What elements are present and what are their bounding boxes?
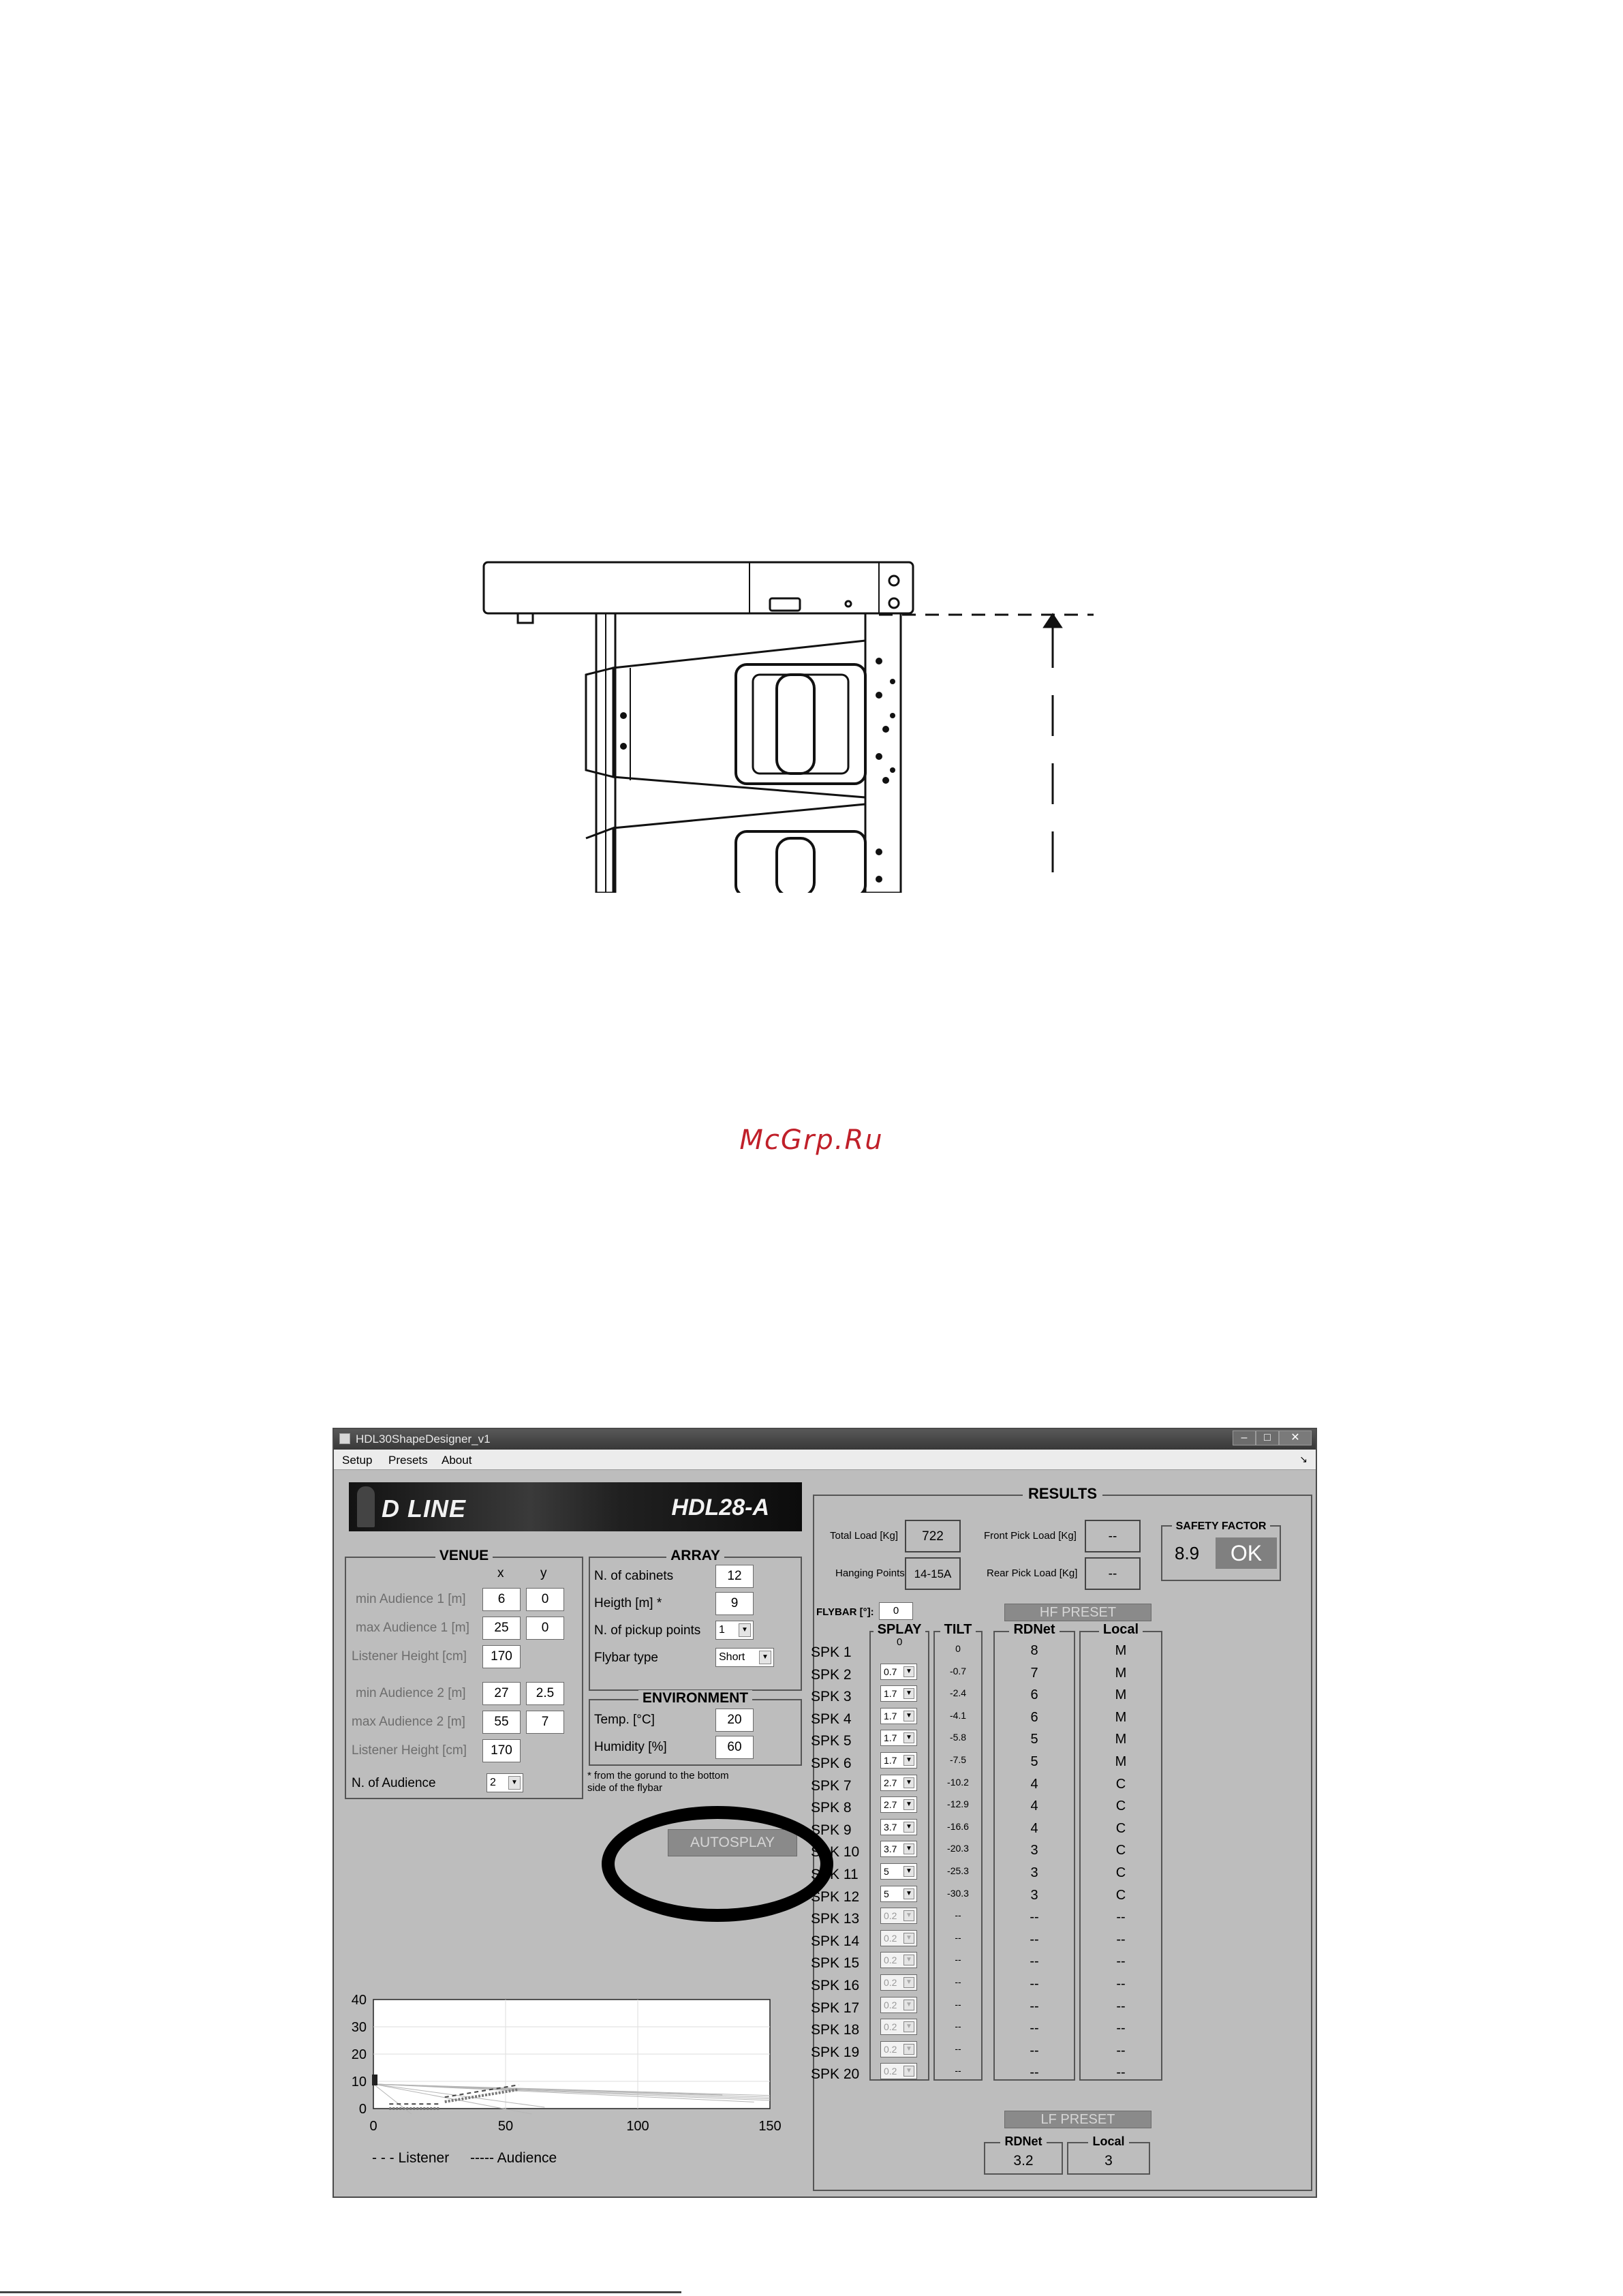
lf-rdnet-value: 3.2 bbox=[1013, 2153, 1034, 2169]
tilt-value: -16.6 bbox=[947, 1820, 969, 1832]
venue-col-y: y bbox=[540, 1566, 547, 1580]
tilt-value: 0 bbox=[955, 1643, 961, 1654]
rdnet-value: 5 bbox=[1030, 1732, 1038, 1747]
splay-dropdown[interactable] bbox=[880, 2041, 917, 2057]
safety-factor-title: SAFETY FACTOR bbox=[1172, 1520, 1271, 1532]
chevron-down-icon: ▼ bbox=[508, 1776, 521, 1790]
x-tick-label: 0 bbox=[369, 2119, 377, 2134]
max-audience-2-label: max Audience 2 [m] bbox=[352, 1715, 465, 1729]
splay-dropdown[interactable] bbox=[880, 1952, 917, 1968]
spk-label: SPK 7 bbox=[811, 1777, 852, 1794]
height-field[interactable]: 9 bbox=[715, 1592, 754, 1615]
splay-value: 0.2 bbox=[884, 1932, 897, 1944]
splay-value: 0.2 bbox=[884, 2021, 897, 2033]
splay-value: 3.7 bbox=[884, 1821, 897, 1833]
chevron-down-icon: ▼ bbox=[903, 2044, 914, 2055]
logo-brand: D LINE bbox=[382, 1495, 467, 1522]
spk-label: SPK 2 bbox=[811, 1666, 852, 1683]
splay-dropdown[interactable] bbox=[880, 1775, 917, 1791]
n-audience-label: N. of Audience bbox=[352, 1776, 436, 1790]
listener-height-2-field[interactable]: 170 bbox=[482, 1739, 521, 1762]
rdnet-value: -- bbox=[1030, 1998, 1039, 2014]
tilt-value: -5.8 bbox=[949, 1732, 967, 1743]
safety-factor-group bbox=[1161, 1520, 1281, 1581]
local-value: -- bbox=[1116, 1976, 1126, 1991]
footnote-line-1: * from the gorund to the bottom bbox=[587, 1770, 729, 1781]
rear-pick-value: -- bbox=[1085, 1557, 1141, 1590]
chevron-down-icon: ▼ bbox=[759, 1651, 771, 1664]
splay-value: 1.7 bbox=[884, 1688, 897, 1700]
tilt-value: -- bbox=[955, 2065, 961, 2077]
local-value: -- bbox=[1116, 1954, 1126, 1970]
spk-label: SPK 20 bbox=[811, 2066, 860, 2083]
menu-about[interactable]: About bbox=[442, 1454, 472, 1467]
x-tick-label: 50 bbox=[497, 2119, 514, 2134]
n-audience-value: 2 bbox=[490, 1777, 496, 1788]
rdnet-value: -- bbox=[1030, 1931, 1039, 1947]
tilt-list bbox=[935, 1632, 981, 2079]
safety-status-badge: OK bbox=[1216, 1537, 1277, 1569]
splay-title: SPLAY bbox=[874, 1622, 926, 1637]
logo-model: HDL28-A bbox=[671, 1495, 769, 1520]
rdnet-value: 4 bbox=[1030, 1798, 1038, 1814]
min-audience-1-y-field[interactable]: 0 bbox=[526, 1588, 564, 1611]
chevron-down-icon: ▼ bbox=[903, 1799, 914, 1810]
splay-value: 5 bbox=[884, 1866, 889, 1877]
y-tick-label: 10 bbox=[351, 2075, 367, 2090]
rdnet-value: 4 bbox=[1030, 1776, 1038, 1792]
temp-field[interactable]: 20 bbox=[715, 1709, 754, 1732]
local-list bbox=[1081, 1632, 1161, 2079]
local-group bbox=[1079, 1622, 1162, 2081]
flybar-type-value: Short bbox=[719, 1651, 745, 1663]
splay-dropdown[interactable] bbox=[880, 2019, 917, 2035]
legend-listener: - - - Listener bbox=[372, 2150, 450, 2166]
close-button[interactable]: ✕ bbox=[1279, 1430, 1312, 1445]
local-title: Local bbox=[1099, 1622, 1143, 1637]
toolbar-toggle-icon[interactable]: ↘ bbox=[1299, 1454, 1308, 1465]
splay-value: 0.2 bbox=[884, 1999, 897, 2010]
lf-local-title: Local bbox=[1088, 2134, 1128, 2148]
local-value: C bbox=[1115, 1776, 1126, 1792]
chevron-down-icon: ▼ bbox=[903, 1910, 914, 1921]
splay-value: 2.7 bbox=[884, 1799, 897, 1811]
rdnet-value: -- bbox=[1030, 2042, 1039, 2058]
rdnet-value: -- bbox=[1030, 1954, 1039, 1970]
max-audience-1-x-field[interactable]: 25 bbox=[482, 1617, 521, 1640]
rdnet-group bbox=[993, 1622, 1075, 2081]
x-tick-label: 150 bbox=[758, 2119, 782, 2134]
spk-label: SPK 4 bbox=[811, 1711, 852, 1727]
menu-presets[interactable]: Presets bbox=[388, 1454, 428, 1467]
n-cabinets-field[interactable]: 12 bbox=[715, 1565, 754, 1588]
listener-height-1-label: Listener Height [cm] bbox=[352, 1649, 467, 1664]
min-audience-2-label: min Audience 2 [m] bbox=[356, 1686, 466, 1700]
chevron-down-icon: ▼ bbox=[903, 1755, 914, 1766]
watermark: McGrp.Ru bbox=[739, 1124, 884, 1156]
local-value: -- bbox=[1116, 1910, 1126, 1925]
local-value: -- bbox=[1116, 2021, 1126, 2036]
tilt-value: -0.7 bbox=[949, 1665, 967, 1677]
lf-local-value: 3 bbox=[1104, 2153, 1113, 2169]
min-audience-2-y-field[interactable]: 2.5 bbox=[526, 1682, 564, 1705]
spk-label: SPK 9 bbox=[811, 1822, 852, 1838]
total-load-value: 722 bbox=[905, 1520, 961, 1552]
n-cabinets-label: N. of cabinets bbox=[594, 1569, 674, 1583]
chevron-down-icon: ▼ bbox=[903, 1888, 914, 1899]
lf-local-group bbox=[1067, 2134, 1150, 2175]
rdnet-value: -- bbox=[1030, 1910, 1039, 1925]
tilt-value: -12.9 bbox=[947, 1798, 969, 1810]
splay-dropdown[interactable] bbox=[880, 1930, 917, 1946]
max-audience-2-y-field[interactable]: 7 bbox=[526, 1711, 564, 1734]
results-title: RESULTS bbox=[1023, 1485, 1102, 1502]
rdnet-value: -- bbox=[1030, 2065, 1039, 2081]
local-value: C bbox=[1115, 1798, 1126, 1814]
window-title: HDL30ShapeDesigner_v1 bbox=[356, 1433, 491, 1445]
local-value: M bbox=[1115, 1665, 1127, 1681]
tilt-value: -25.3 bbox=[947, 1865, 969, 1876]
spk-label: SPK 15 bbox=[811, 1955, 860, 1972]
array-title: ARRAY bbox=[666, 1548, 724, 1563]
total-load-label: Total Load [Kg] bbox=[830, 1530, 899, 1542]
rdnet-value: 3 bbox=[1030, 1865, 1038, 1880]
local-value: -- bbox=[1116, 1931, 1126, 1947]
humidity-label: Humidity [%] bbox=[594, 1740, 667, 1754]
splay-value: 1.7 bbox=[884, 1710, 897, 1721]
splay-value: 1.7 bbox=[884, 1755, 897, 1766]
flybar-angle-label: FLYBAR [°]: bbox=[816, 1606, 874, 1618]
chevron-down-icon: ▼ bbox=[903, 1866, 914, 1877]
local-value: -- bbox=[1116, 2065, 1126, 2081]
tilt-value: -10.2 bbox=[947, 1776, 969, 1788]
lf-preset-button[interactable]: LF PRESET bbox=[1004, 2111, 1151, 2128]
maximize-button[interactable]: □ bbox=[1256, 1430, 1279, 1445]
spk-label: SPK 19 bbox=[811, 2044, 860, 2060]
tilt-value: -30.3 bbox=[947, 1887, 969, 1899]
splay-dropdown[interactable] bbox=[880, 2063, 917, 2079]
pickup-points-label: N. of pickup points bbox=[594, 1623, 701, 1638]
rdnet-value: 8 bbox=[1030, 1643, 1038, 1658]
min-audience-1-label: min Audience 1 [m] bbox=[356, 1592, 466, 1606]
splay-dropdown[interactable] bbox=[880, 1997, 917, 2013]
rear-pick-label: Rear Pick Load [Kg] bbox=[987, 1567, 1078, 1579]
x-tick-label: 100 bbox=[626, 2119, 649, 2134]
rdnet-value: 6 bbox=[1030, 1687, 1038, 1703]
autosplay-button[interactable]: AUTOSPLAY bbox=[668, 1829, 797, 1856]
splay-value: 0.2 bbox=[884, 2066, 897, 2077]
local-value: M bbox=[1115, 1754, 1127, 1769]
chevron-down-icon: ▼ bbox=[903, 1666, 914, 1677]
hanging-points-label: Hanging Points bbox=[835, 1567, 905, 1579]
rdnet-list bbox=[995, 1632, 1074, 2079]
splay-dropdown[interactable] bbox=[880, 1752, 917, 1769]
flybar-type-label: Flybar type bbox=[594, 1651, 658, 1665]
hf-preset-button[interactable]: HF PRESET bbox=[1004, 1604, 1151, 1621]
pickup-points-value: 1 bbox=[719, 1624, 725, 1636]
splay-group bbox=[869, 1622, 929, 2081]
minimize-button[interactable]: – bbox=[1233, 1430, 1256, 1445]
tilt-value: -20.3 bbox=[947, 1843, 969, 1854]
splay-list bbox=[871, 1632, 928, 2079]
tilt-value: -- bbox=[955, 1976, 961, 1987]
local-value: C bbox=[1115, 1820, 1126, 1836]
listener-height-2-label: Listener Height [cm] bbox=[352, 1743, 467, 1758]
splay-dropdown[interactable] bbox=[880, 1730, 917, 1746]
spk-label: SPK 14 bbox=[811, 1933, 860, 1949]
spk-label: SPK 5 bbox=[811, 1733, 852, 1749]
local-value: C bbox=[1115, 1887, 1126, 1903]
local-value: M bbox=[1115, 1687, 1127, 1703]
local-value: M bbox=[1115, 1709, 1127, 1725]
splay-dropdown[interactable] bbox=[880, 1796, 917, 1813]
spk-label: SPK 8 bbox=[811, 1800, 852, 1816]
tilt-value: -4.1 bbox=[949, 1709, 967, 1721]
app-window bbox=[333, 1428, 1317, 2198]
local-value: C bbox=[1115, 1865, 1126, 1880]
rdnet-value: -- bbox=[1030, 2021, 1039, 2036]
splay-value: 0.2 bbox=[884, 1977, 897, 1988]
tilt-value: -7.5 bbox=[949, 1754, 967, 1765]
rdnet-value: 4 bbox=[1030, 1820, 1038, 1836]
max-audience-1-y-field[interactable]: 0 bbox=[526, 1617, 564, 1640]
tilt-value: -- bbox=[955, 2021, 961, 2032]
splay-value: 3.7 bbox=[884, 1843, 897, 1855]
safety-factor-value: 8.9 bbox=[1175, 1543, 1200, 1563]
splay-dropdown[interactable] bbox=[880, 1708, 917, 1724]
min-audience-1-x-field[interactable]: 6 bbox=[482, 1588, 521, 1611]
spk-label: SPK 1 bbox=[811, 1644, 852, 1660]
splay-value: 2.7 bbox=[884, 1777, 897, 1788]
chevron-down-icon: ▼ bbox=[903, 2066, 914, 2077]
splay-dropdown[interactable] bbox=[880, 1863, 917, 1880]
splay-value: 0.2 bbox=[884, 1910, 897, 1922]
local-value: -- bbox=[1116, 2042, 1126, 2058]
splay-dropdown[interactable] bbox=[880, 1664, 917, 1680]
rdnet-value: 6 bbox=[1030, 1709, 1038, 1725]
tilt-value: -- bbox=[955, 1910, 961, 1921]
local-value: -- bbox=[1116, 1998, 1126, 2014]
min-audience-2-x-field[interactable]: 27 bbox=[482, 1682, 521, 1705]
tilt-group bbox=[933, 1622, 983, 2081]
chevron-down-icon: ▼ bbox=[903, 2000, 914, 2010]
tilt-title: TILT bbox=[940, 1622, 976, 1637]
spk-label: SPK 11 bbox=[811, 1867, 859, 1882]
y-tick-label: 30 bbox=[351, 2020, 367, 2035]
local-value: M bbox=[1115, 1732, 1127, 1747]
rdnet-value: 5 bbox=[1030, 1754, 1038, 1769]
max-audience-2-x-field[interactable]: 55 bbox=[482, 1711, 521, 1734]
chevron-down-icon: ▼ bbox=[903, 1977, 914, 1988]
spk-label: SPK 3 bbox=[811, 1689, 852, 1705]
tilt-value: -- bbox=[955, 2042, 961, 2054]
splay-dropdown[interactable] bbox=[880, 1974, 917, 1991]
venue-title: VENUE bbox=[435, 1548, 493, 1563]
chevron-down-icon: ▼ bbox=[903, 1955, 914, 1965]
tilt-value: -- bbox=[955, 1998, 961, 2010]
splay-value: 0.2 bbox=[884, 1955, 897, 1966]
spk-label: SPK 13 bbox=[811, 1911, 860, 1927]
tilt-value: -- bbox=[955, 1954, 961, 1965]
splay-dropdown[interactable] bbox=[880, 1908, 917, 1924]
listener-height-1-field[interactable]: 170 bbox=[482, 1645, 521, 1668]
splay-value: 1.7 bbox=[884, 1732, 897, 1744]
splay-dropdown[interactable] bbox=[880, 1886, 917, 1902]
rdnet-value: 3 bbox=[1030, 1843, 1038, 1858]
y-tick-label: 40 bbox=[351, 1993, 367, 2008]
height-label: Heigth [m] * bbox=[594, 1596, 662, 1610]
chevron-down-icon: ▼ bbox=[903, 1843, 914, 1854]
flybar-array-drawing bbox=[477, 552, 1124, 893]
tilt-value: -- bbox=[955, 1931, 961, 1943]
chevron-down-icon: ▼ bbox=[739, 1623, 751, 1637]
splay-dropdown[interactable] bbox=[880, 1819, 917, 1835]
lf-rdnet-group bbox=[984, 2134, 1063, 2175]
hanging-points-value: 14-15A bbox=[905, 1557, 961, 1590]
chevron-down-icon: ▼ bbox=[903, 1777, 914, 1788]
chevron-down-icon: ▼ bbox=[903, 1732, 914, 1743]
splay-first-value: 0 bbox=[897, 1636, 903, 1648]
lf-rdnet-title: RDNet bbox=[1000, 2134, 1046, 2148]
y-tick-label: 20 bbox=[351, 2047, 367, 2062]
chevron-down-icon: ▼ bbox=[903, 1711, 914, 1721]
rdnet-title: RDNet bbox=[1009, 1622, 1059, 1637]
highlight-ellipse bbox=[602, 1806, 833, 1922]
flybar-angle-field[interactable]: 0 bbox=[879, 1602, 913, 1620]
max-audience-1-label: max Audience 1 [m] bbox=[356, 1621, 469, 1635]
splay-value: 0.2 bbox=[884, 2043, 897, 2055]
spk-label: SPK 17 bbox=[811, 2000, 860, 2016]
page-divider bbox=[0, 2291, 681, 2293]
footnote-line-2: side of the flybar bbox=[587, 1782, 663, 1794]
front-pick-value: -- bbox=[1085, 1520, 1141, 1552]
splay-value: 5 bbox=[884, 1888, 889, 1899]
front-pick-label: Front Pick Load [Kg] bbox=[984, 1530, 1077, 1542]
venue-col-x: x bbox=[497, 1566, 504, 1580]
rdnet-value: -- bbox=[1030, 1976, 1039, 1991]
humidity-field[interactable]: 60 bbox=[715, 1736, 754, 1759]
rdnet-value: 3 bbox=[1030, 1887, 1038, 1903]
spk-label: SPK 10 bbox=[811, 1844, 860, 1861]
local-value: M bbox=[1115, 1643, 1127, 1658]
spk-label: SPK 12 bbox=[811, 1888, 860, 1905]
chevron-down-icon: ▼ bbox=[903, 2021, 914, 2032]
chevron-down-icon: ▼ bbox=[903, 1688, 914, 1699]
spk-label: SPK 18 bbox=[811, 2022, 860, 2038]
menu-setup[interactable]: Setup bbox=[342, 1454, 373, 1467]
splay-value: 0.7 bbox=[884, 1666, 897, 1677]
y-tick-label: 0 bbox=[358, 2102, 367, 2117]
chevron-down-icon: ▼ bbox=[903, 1933, 914, 1944]
rdnet-value: 7 bbox=[1030, 1665, 1038, 1681]
spk-label: SPK 16 bbox=[811, 1978, 860, 1993]
splay-dropdown[interactable] bbox=[880, 1841, 917, 1857]
local-value: C bbox=[1115, 1843, 1126, 1858]
environment-title: ENVIRONMENT bbox=[638, 1690, 752, 1706]
array-marker bbox=[372, 2075, 377, 2085]
legend-audience: ----- Audience bbox=[470, 2150, 557, 2166]
temp-label: Temp. [°C] bbox=[594, 1713, 655, 1727]
splay-dropdown[interactable] bbox=[880, 1685, 917, 1702]
tilt-value: -2.4 bbox=[949, 1687, 967, 1699]
spk-label: SPK 6 bbox=[811, 1756, 852, 1771]
chevron-down-icon: ▼ bbox=[903, 1822, 914, 1833]
